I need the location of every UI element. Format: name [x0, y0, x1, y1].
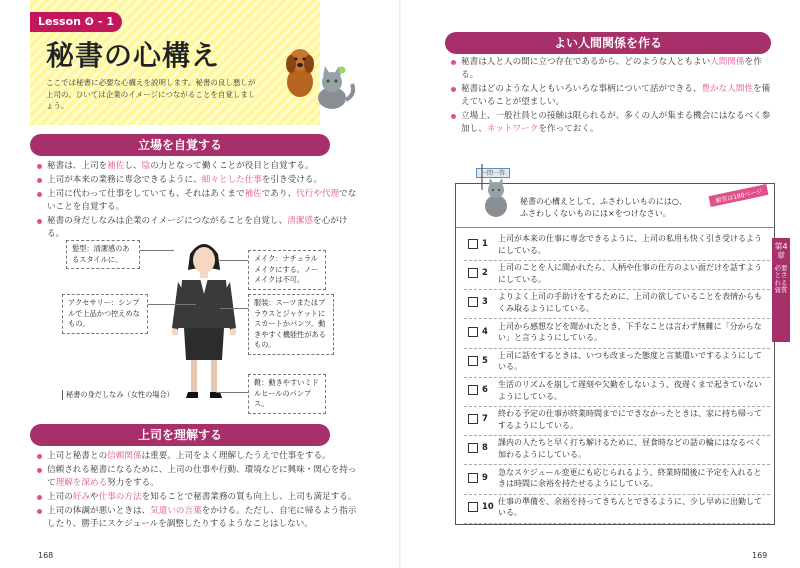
quiz-item: [464, 290, 770, 319]
quiz-item-number: 6: [482, 384, 488, 394]
bullet-text: 上司に代わって仕事をしていても、それはあくまで: [47, 189, 245, 199]
bullet-text: を心がける。: [47, 216, 348, 239]
quiz-flag: 一問一答: [476, 168, 510, 178]
shoes-note: 靴：動きやすいミドルヒールのパンプス。: [248, 374, 326, 414]
clothes-note: 服装：スーツまたはブラウスとジャケットにスカートかパンツ。動きやすく機能性があるもの。: [248, 294, 334, 355]
answer-checkbox[interactable]: [468, 473, 478, 483]
bullet-text: でないことを自覚する。: [47, 189, 357, 212]
chapter-label: 必要とされる資質: [774, 264, 788, 295]
answer-checkbox[interactable]: [468, 327, 478, 337]
quiz-item: [464, 407, 770, 436]
quiz-item-text: 生活のリズムを崩して遅刻や欠勤をしないよう、夜遅くまで起きていないようにしている。: [498, 380, 762, 401]
bullet-text: 立場上、一般社員との接触は限られるが、多くの人が集まる機会にはなるべく参加し、: [461, 111, 771, 134]
quiz-item-text: 急なスケジュール変更にも応じられるよう、終業時間後に予定を入れるときは時間に余裕を持たせるようにしている。: [498, 467, 762, 489]
answer-reference-badge: 解答は180ページ: [708, 184, 768, 207]
quiz-item-number: 3: [482, 296, 488, 307]
bullet-text: や: [90, 492, 99, 502]
quiz-instruction-line2: ふさわしくないものには×をつけなさい。: [520, 209, 671, 218]
bullet-item: [450, 110, 772, 136]
bullet-text: 上司が本来の業務に専念できるように、: [47, 175, 202, 185]
lesson-intro: ここでは秘書に必要な心構えを説明します。秘書の良し悪しが上司の、ひいては企業のイメージにつながることを自覚しましょう。: [46, 78, 256, 110]
cat-illustration: [312, 66, 358, 110]
bullet-text: を備えていることが望ましい。: [461, 84, 771, 107]
quiz-item-number: 8: [482, 442, 488, 453]
highlight-term: 陰: [141, 161, 151, 171]
accessory-leader: [148, 304, 196, 305]
highlight-term: 理解を深める: [55, 478, 108, 488]
quiz-item-text: 上司から感想などを聞かれたとき、下手なことは言わず無難に「分からない」と言うようにしている。: [498, 321, 762, 343]
lesson-tag: Lesson ❹ - 1: [30, 12, 122, 32]
quiz-item-text: 課内の人たちと早く打ち解けるために、昼食時などの話の輪にはなるべく加わるようにしている。: [498, 438, 762, 459]
quiz-item: [464, 466, 770, 495]
bullet-item: [450, 83, 772, 109]
quiz-item-text: 仕事の準備を、余裕を持ってきちんとできるように、少し早めに出勤している。: [498, 496, 762, 518]
quiz-item-number: 9: [482, 471, 488, 482]
answer-checkbox[interactable]: [468, 239, 478, 249]
bullet-item: [36, 450, 358, 463]
quiz-header: [456, 170, 774, 228]
section-heading-position: 立場を自覚する: [30, 134, 330, 156]
bullet-text: 信頼される秘書になるために、上司の仕事や行動、環境などに興味・関心を持って: [47, 465, 357, 488]
bullet-item: [36, 174, 358, 187]
quiz-item-number: 1: [482, 238, 488, 248]
quiz-item-text: 上司が本来の仕事に専念できるように、上司の私用も快く引き受けるようにしている。: [498, 234, 762, 255]
clothes-leader: [220, 308, 248, 309]
quiz-checklist: [455, 170, 775, 525]
quiz-item-number: 5: [482, 354, 488, 365]
bullet-text: 秘書は、上司を: [47, 161, 108, 171]
highlight-term: 豊かな人間性: [701, 84, 754, 94]
quiz-item-number: 2: [482, 267, 488, 278]
answer-checkbox[interactable]: [468, 502, 478, 512]
bullet-item: [36, 464, 358, 490]
page-title: 秘書の心構え: [46, 39, 221, 72]
highlight-term: 細々とした仕事: [201, 175, 262, 185]
shoes-leader: [216, 392, 248, 393]
makeup-leader: [218, 260, 248, 261]
highlight-term: 人間関係: [710, 57, 745, 67]
bullet-item: [36, 160, 358, 173]
bullet-text: 努力をする。: [107, 478, 159, 488]
highlight-term: ネットワーク: [486, 124, 539, 134]
accessory-note: アクセサリー：シンプルで上品かつ控えめなもの。: [62, 294, 148, 334]
quiz-item: [464, 320, 770, 349]
bullet-text: を引き受ける。: [261, 175, 323, 185]
bullet-text: し、: [124, 161, 142, 171]
bullet-text: 上司の体調が悪いときは、: [47, 506, 151, 516]
quiz-item: [464, 495, 770, 524]
bullet-text: であり、: [261, 189, 297, 199]
quiz-instruction-line1: 秘書の心構えとして、ふさわしいものには○、: [520, 197, 687, 206]
bullet-text: を作る。: [461, 57, 762, 80]
bullet-text: 秘書はどのような人ともいろいろな事柄について話ができる、: [461, 84, 702, 94]
page-number-right: 169: [752, 551, 768, 560]
bullet-text: 上司の: [47, 492, 73, 502]
highlight-term: 好み: [72, 492, 90, 502]
attire-figure: [60, 228, 334, 406]
quiz-item: [464, 349, 770, 378]
answer-checkbox[interactable]: [468, 385, 478, 395]
quiz-item-number: 7: [482, 413, 488, 424]
highlight-term: 信頼関係: [107, 451, 142, 461]
bullet-text: をかける。ただし、自宅に帰るよう指示したり、勝手にスケジュールを調整したりするようなことはしない。: [47, 506, 357, 529]
page-number-left: 168: [38, 551, 54, 560]
answer-checkbox[interactable]: [468, 297, 478, 307]
highlight-term: 補佐: [244, 189, 262, 199]
bullet-text: 秘書は人と人の間に立つ存在であるから、どのような人ともよい: [461, 57, 711, 67]
hair-leader: [140, 250, 174, 251]
chapter-side-tab[interactable]: [772, 238, 790, 342]
quiz-item-text: 終わる予定の仕事が終業時間までにできなかったときは、家に持ち帰ってするようにしている。: [498, 409, 762, 430]
quiz-item-number: 4: [482, 325, 488, 336]
understand-bullet-list: [36, 450, 358, 532]
quiz-instruction: [520, 196, 687, 220]
page-gutter: [399, 0, 401, 568]
highlight-term: 仕事の方法: [98, 492, 142, 502]
bullet-item: [36, 505, 358, 531]
answer-checkbox[interactable]: [468, 356, 478, 366]
quiz-item-text: 上司のことを人に聞かれたら、人柄や仕事の仕方のよい面だけを話すようにしている。: [498, 263, 762, 284]
highlight-term: 代行や代理: [296, 189, 340, 199]
quiz-item-number: 10: [482, 500, 494, 511]
bullet-text: 秘書の身だしなみは企業のイメージにつながることを自覚し、: [47, 216, 288, 226]
chapter-number: 第4章: [774, 242, 788, 260]
highlight-term: 気遣いの言葉: [150, 506, 202, 516]
quiz-item: [464, 378, 770, 407]
bullet-item: [450, 56, 772, 82]
answer-checkbox[interactable]: [468, 414, 478, 424]
quiz-cat-icon: [476, 164, 518, 220]
highlight-term: 補佐: [107, 161, 125, 171]
quiz-item-text: 上司に話をするときは、いつも改まった態度と言葉遣いでするようにしている。: [498, 350, 762, 372]
bullet-item: [36, 188, 358, 214]
section-heading-understand: 上司を理解する: [30, 424, 330, 446]
section-heading-relations: よい人間関係を作る: [445, 32, 771, 54]
figure-caption: 秘書の身だしなみ（女性の場合）: [62, 390, 182, 400]
quiz-item: [464, 436, 770, 465]
answer-checkbox[interactable]: [468, 443, 478, 453]
bullet-item: [36, 491, 358, 504]
bullet-text: を知ることで秘書業務の質も向上し、上司も満足する。: [141, 492, 357, 502]
makeup-note: メイク：ナチュラルメイクにする。ノーメイクは不可。: [248, 250, 326, 290]
bullet-text: 上司と秘書との: [47, 451, 108, 461]
relations-bullet-list: [450, 56, 772, 137]
quiz-item-text: よりよく上司の手助けをするために、上司の欲していることを表情からもくみ取るようにしている。: [498, 292, 762, 313]
bullet-text: を作っておく。: [538, 124, 599, 134]
bullet-text: は重要。上司をよく理解したうえで仕事をする。: [141, 451, 331, 461]
quiz-item: [464, 232, 770, 261]
bullet-text: の力となって働くことが役目と自覚する。: [150, 161, 314, 171]
quiz-item: [464, 261, 770, 290]
hair-note: 髪型：清潔感のあるスタイルに。: [66, 240, 140, 269]
answer-checkbox[interactable]: [468, 268, 478, 278]
highlight-term: 清潔感: [287, 216, 313, 226]
